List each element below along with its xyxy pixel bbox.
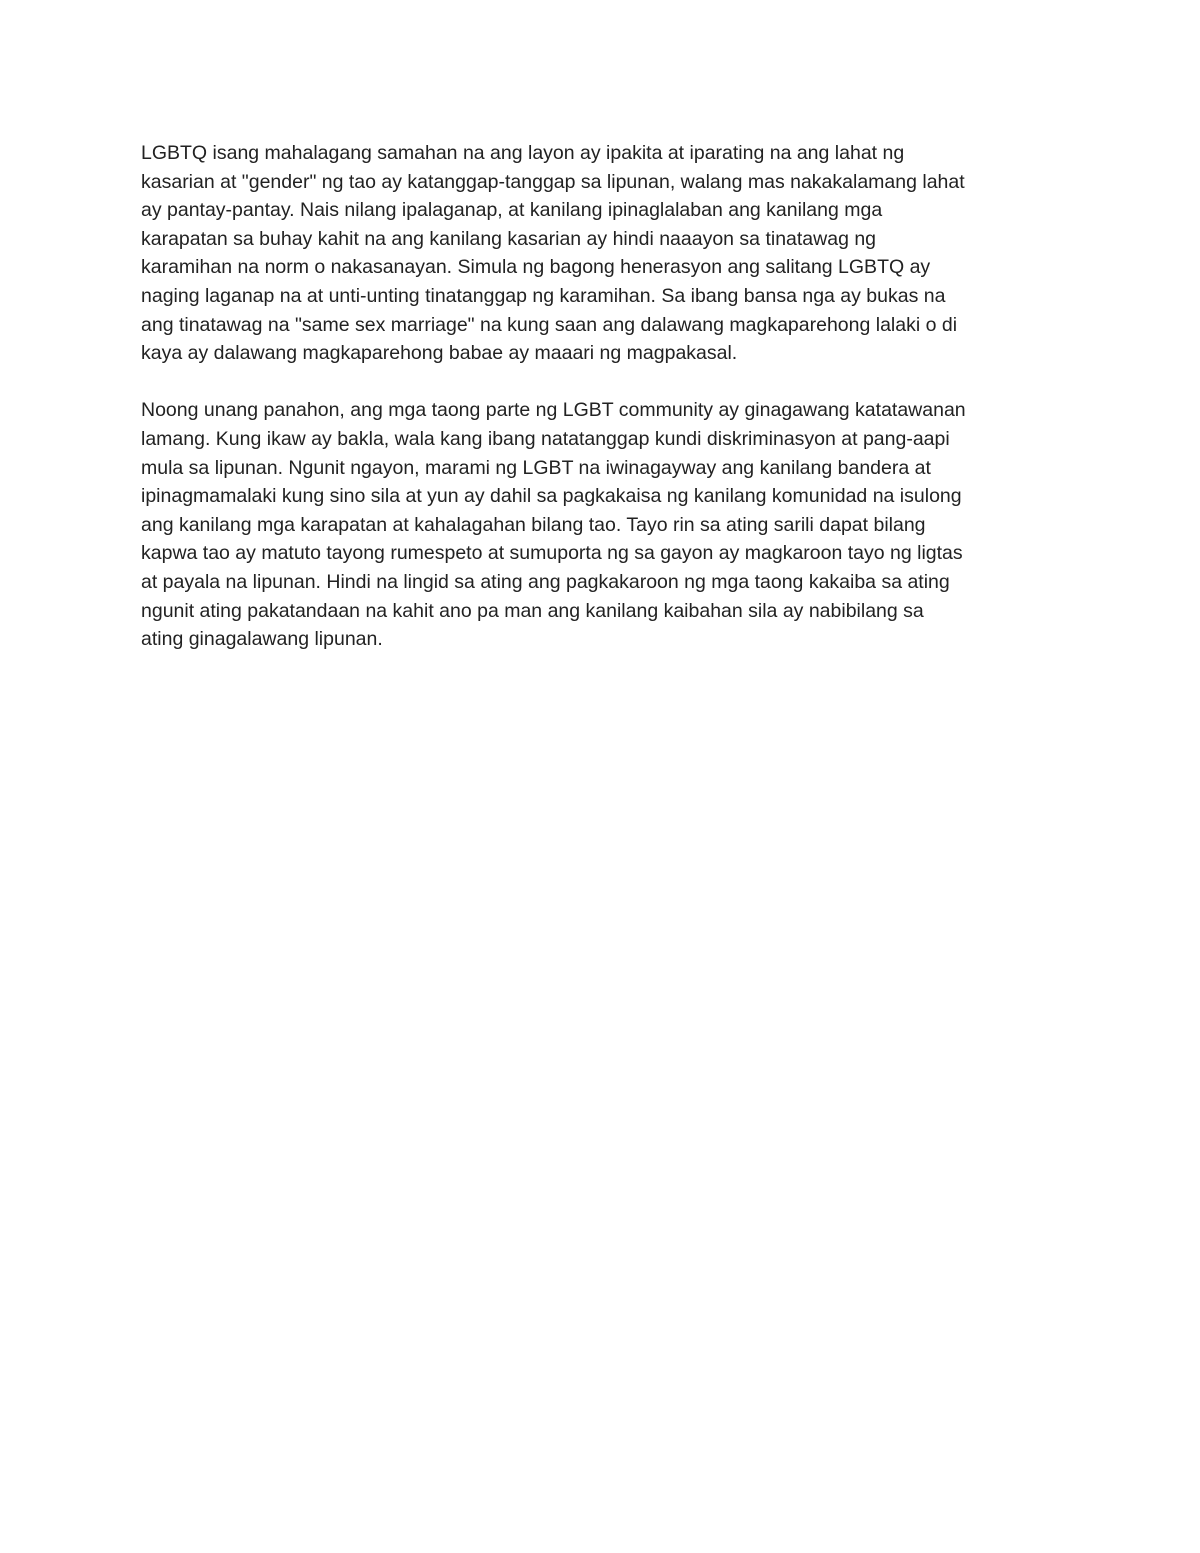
paragraph-1 (141, 139, 1071, 368)
text-line: kasarian at "gender" ng tao ay katanggap-tanggap sa lipunan, walang mas nakakalamang lahat (141, 170, 965, 193)
text-line: ipinagmamalaki kung sino sila at yun ay dahil sa pagkakaisa ng kanilang komunidad na isulong (141, 485, 962, 508)
text-line: mula sa lipunan. Ngunit ngayon, marami ng LGBT na iwinagayway ang kanilang bandera at (141, 456, 931, 479)
text-line: ang tinatawag na "same sex marriage" na kung saan ang dalawang magkaparehong lalaki o di (141, 313, 958, 336)
text-line: ay pantay-pantay. Nais nilang ipalaganap, at kanilang ipinaglalaban ang kanilang mga (141, 199, 883, 222)
text-line: Noong unang panahon, ang mga taong parte ng LGBT community ay ginagawang katatawanan (141, 399, 966, 422)
paragraph-2 (141, 396, 1071, 653)
text-line: ang kanilang mga karapatan at kahalagahan bilang tao. Tayo rin sa ating sarili dapat bilang (141, 513, 926, 536)
text-line: kaya ay dalawang magkaparehong babae ay maaari ng magpakasal. (141, 342, 738, 365)
text-line: karapatan sa buhay kahit na ang kanilang kasarian ay hindi naaayon sa tinatawag ng (141, 227, 877, 250)
text-line: lamang. Kung ikaw ay bakla, wala kang ibang natatanggap kundi diskriminasyon at pang-aapi (141, 427, 950, 450)
text-line: LGBTQ isang mahalagang samahan na ang layon ay ipakita at iparating na ang lahat ng (141, 142, 905, 164)
text-line: naging laganap na at unti-unting tinatanggap ng karamihan. Sa ibang bansa nga ay bukas na (141, 284, 946, 307)
document-body (141, 139, 1071, 654)
text-line: karamihan na norm o nakasanayan. Simula ng bagong henerasyon ang salitang LGBTQ ay (141, 256, 931, 279)
text-line: ating ginagalawang lipunan. (141, 628, 383, 651)
text-line: ngunit ating pakatandaan na kahit ano pa man ang kanilang kaibahan sila ay nabibilang sa (141, 599, 924, 622)
text-line: kapwa tao ay matuto tayong rumespeto at sumuporta ng sa gayon ay magkaroon tayo ng ligtas (141, 542, 963, 565)
text-line: at payala na lipunan. Hindi na lingid sa ating ang pagkakaroon ng mga taong kakaiba sa ating (141, 570, 950, 593)
